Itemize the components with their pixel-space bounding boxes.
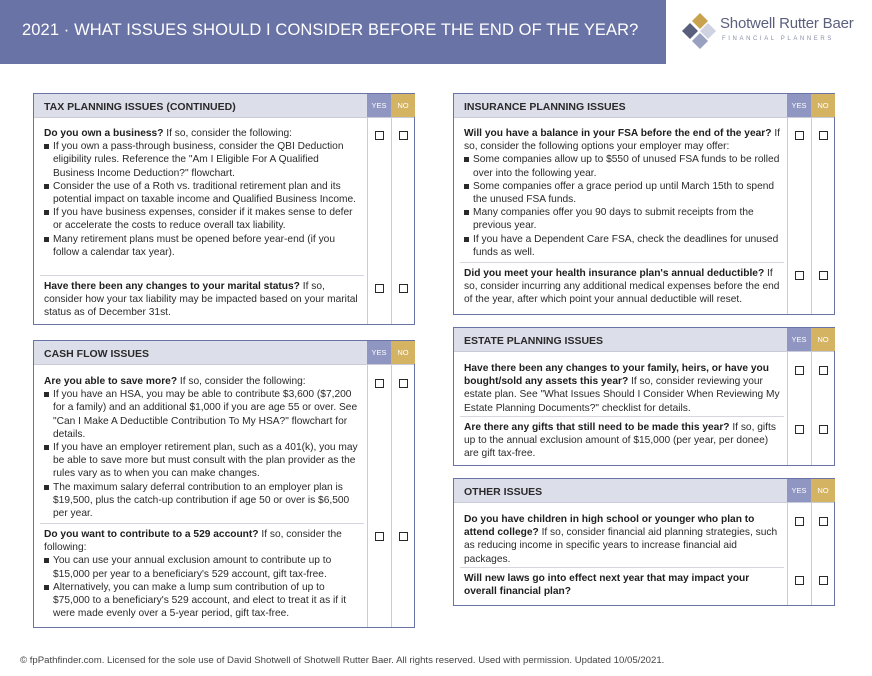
no-checkbox[interactable] — [819, 366, 828, 375]
panel-header — [454, 328, 834, 352]
logo-mark-icon — [678, 11, 718, 51]
no-checkbox[interactable] — [819, 271, 828, 280]
no-checkbox[interactable] — [819, 131, 828, 140]
no-checkbox[interactable] — [819, 517, 828, 526]
logo — [666, 0, 872, 64]
footer-copyright: © fpPathfinder.com. Licensed for the sole use of David Shotwell of Shotwell Rutter Baer. All rights reserved. Used with permission. Updated 10/05/2021. — [20, 655, 665, 666]
no-checkbox[interactable] — [399, 284, 408, 293]
column-separator — [811, 352, 812, 465]
column-separator — [787, 118, 788, 314]
column-separator — [811, 118, 812, 314]
panel-title: TAX PLANNING ISSUES (CONTINUED) — [44, 101, 236, 113]
column-separator — [787, 503, 788, 605]
panel-header — [34, 341, 414, 365]
no-checkbox[interactable] — [819, 425, 828, 434]
question-529-account: Do you want to contribute to a 529 account? If so, consider the following: You can use your annual exclusion amount to contribute up to $15,000 per year to a beneficiary's 529 account, gift tax-free. Alternatively, you can make a lump sum contribution of up to $75,000 to a beneficiary's 529 account, and elect to treat it as if it were made evenly over a 5-year period, gift tax-free. — [44, 528, 360, 620]
insurance-planning-panel — [453, 93, 835, 315]
other-issues-panel — [453, 478, 835, 606]
logo-tagline: FINANCIAL PLANNERS — [722, 36, 834, 42]
column-separator — [367, 365, 368, 627]
yes-checkbox[interactable] — [375, 379, 384, 388]
no-checkbox[interactable] — [399, 532, 408, 541]
yes-checkbox[interactable] — [795, 576, 804, 585]
yes-checkbox[interactable] — [795, 131, 804, 140]
yes-checkbox[interactable] — [795, 425, 804, 434]
question-business: Do you own a business? If so, consider the following: If you own a pass-through business, consider the QBI Deduction eligibility rules. Reference the "Am I Eligible For A Qualified Business Income Deduction?" flowchart. Consider the use of a Roth vs. traditional retirement plan and its potential impact on taxable income and Qualified Business Income. If you have business expenses, consider if it makes sense to defer or accelerate the costs to reduce overall tax liability. Many retirement plans must be opened before year-end (if you follow a calendar tax year). — [44, 127, 360, 259]
question-fsa-balance: Will you have a balance in your FSA before the end of the year? If so, consider the following options your employer may offer: Some companies allow up to $550 of unused FSA funds to be rolled over into the following year. Some companies offer a grace period up until March 15th to spend the unused FSA funds. Many companies offer you 90 days to submit receipts from the previous year. If you have a Dependent Care FSA, check the deadlines for unused funds as well. — [464, 128, 780, 258]
yes-checkbox[interactable] — [375, 131, 384, 140]
yes-checkbox[interactable] — [795, 366, 804, 375]
no-checkbox[interactable] — [399, 131, 408, 140]
panel-title: ESTATE PLANNING ISSUES — [464, 335, 604, 347]
column-separator — [367, 118, 368, 324]
column-separator — [391, 118, 392, 324]
no-column-header: NO — [391, 341, 415, 364]
no-column-header: NO — [811, 94, 835, 117]
panel-title: OTHER ISSUES — [464, 486, 543, 498]
panel-header — [34, 94, 414, 118]
question-new-laws: Will new laws go into effect next year that may impact your overall financial plan? — [464, 573, 750, 598]
tax-planning-panel — [33, 93, 415, 325]
panel-title: CASH FLOW ISSUES — [44, 348, 150, 360]
yes-column-header: YES — [787, 479, 811, 502]
no-column-header: NO — [811, 479, 835, 502]
yes-column-header: YES — [367, 94, 391, 117]
yes-column-header: YES — [367, 341, 391, 364]
panel-header — [454, 94, 834, 118]
yes-checkbox[interactable] — [795, 517, 804, 526]
no-checkbox[interactable] — [819, 576, 828, 585]
no-column-header: NO — [811, 328, 835, 351]
question-gifts: Are there any gifts that still need to be made this year? If so, gifts up to the annual exclusion amount of $15,000 (per year, per donee) are gift tax-free. — [464, 422, 776, 460]
yes-checkbox[interactable] — [375, 532, 384, 541]
column-separator — [811, 503, 812, 605]
divider — [460, 262, 784, 263]
yes-column-header: YES — [787, 94, 811, 117]
panel-header — [454, 479, 834, 503]
column-separator — [391, 365, 392, 627]
question-family-heirs: Have there been any changes to your family, heirs, or have you bought/sold any assets this year? If so, consider reviewing your estate plan. See "What Issues Should I Consider When Reviewing My Estate Planning Documents?" checklist for details. — [464, 363, 780, 414]
page-header — [0, 0, 872, 64]
no-checkbox[interactable] — [399, 379, 408, 388]
question-marital-status: Have there been any changes to your marital status? If so, consider how your tax liability may be impacted based on your marital status as of December 31st. — [44, 281, 358, 319]
cash-flow-panel — [33, 340, 415, 628]
panel-title: INSURANCE PLANNING ISSUES — [464, 101, 626, 113]
column-separator — [787, 352, 788, 465]
yes-column-header: YES — [787, 328, 811, 351]
estate-planning-panel — [453, 327, 835, 466]
question-save-more: Are you able to save more? If so, consider the following: If you have an HSA, you may be able to contribute $3,600 ($7,200 for a family) and an additional $1,000 if you are age 55 or over. See "Can I Make A Deductible Contribution To My HSA?" flowchart for details. If you have an employer retirement plan, such as a 401(k), you may be able to save more but must consult with the plan provider as the rules vary as to when you can make changes. The maximum salary deferral contribution to an employer plan is $19,500, plus the catch-up contribution if age 50 or over is $6,500 per year. — [44, 375, 360, 520]
divider — [40, 523, 364, 524]
yes-checkbox[interactable] — [795, 271, 804, 280]
divider — [460, 567, 784, 568]
page-title: 2021 · WHAT ISSUES SHOULD I CONSIDER BEFORE THE END OF THE YEAR? — [22, 21, 639, 39]
logo-name: Shotwell Rutter Baer — [720, 15, 854, 32]
divider — [460, 416, 784, 417]
no-column-header: NO — [391, 94, 415, 117]
question-children-college: Do you have children in high school or younger who plan to attend college? If so, consider financial aid planning strategies, such as reducing income in specific years to increase financial aid packages. — [464, 514, 778, 565]
question-deductible: Did you meet your health insurance plan's annual deductible? If so, consider incurring any additional medical expenses before the end of the year, after which point your annual deductible will reset. — [464, 268, 780, 306]
divider — [40, 275, 364, 276]
yes-checkbox[interactable] — [375, 284, 384, 293]
